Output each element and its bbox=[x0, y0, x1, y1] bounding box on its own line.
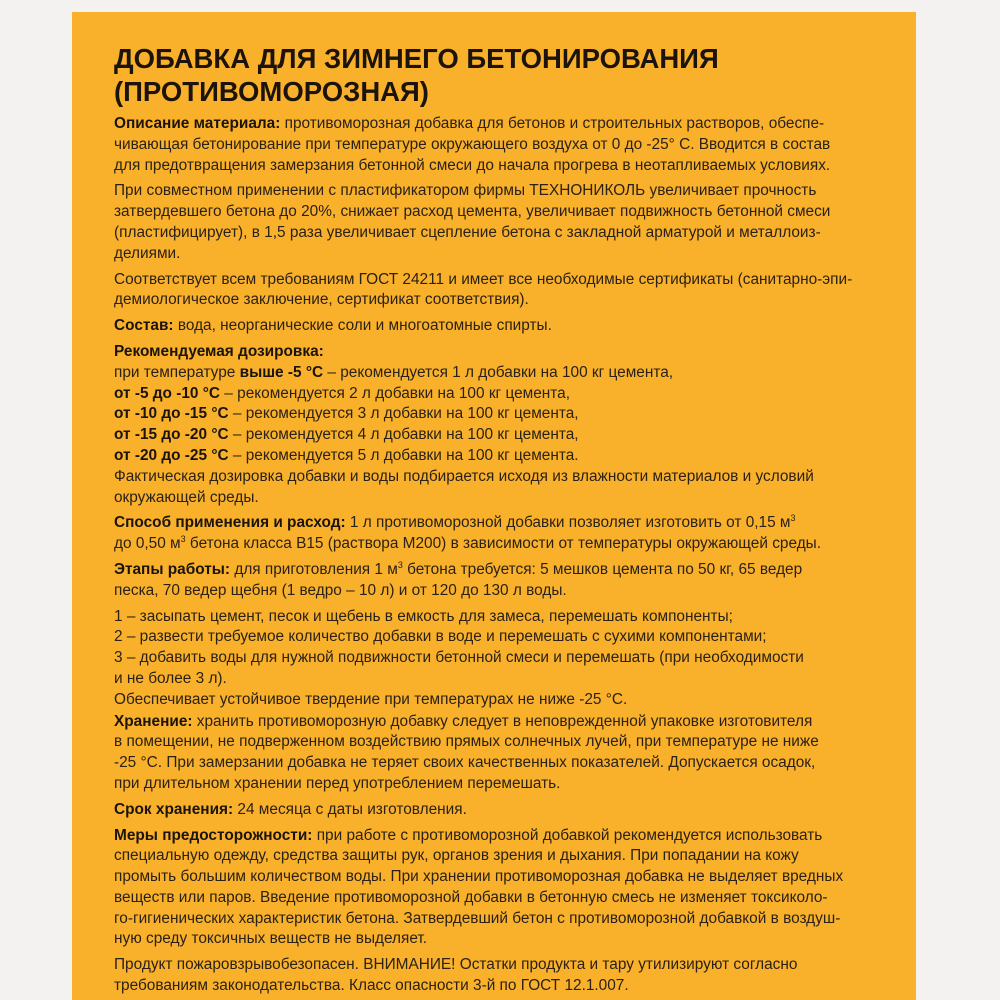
dosage-row bbox=[114, 384, 886, 405]
step-item: 3 – добавить воды для нужной подвижности бетонной смеси и перемешать (при необходимости bbox=[114, 649, 804, 667]
plasticizer-section bbox=[114, 181, 886, 264]
application-heading: Способ применения и расход: bbox=[114, 514, 346, 532]
compliance-section bbox=[114, 270, 886, 312]
dosage-temperature: от -5 до -10 °С bbox=[114, 384, 221, 402]
composition-heading: Состав: bbox=[114, 317, 174, 335]
steps-section bbox=[114, 607, 886, 711]
superscript: 3 bbox=[397, 559, 403, 570]
dosage-text: – рекомендуется 4 л добавки на 100 кг цемента, bbox=[228, 426, 579, 444]
dosage-text: – рекомендуется 5 л добавки на 100 кг цемента. bbox=[228, 446, 579, 464]
safety-text: требованиям законодательства. Класс опасности 3-й по ГОСТ 12.1.007. bbox=[114, 977, 629, 995]
description-text: для предотвращения замерзания бетонной смеси до начала прогрева в неотапливаемых условиях. bbox=[114, 156, 831, 174]
application-text: бетона класса В15 (раствора М200) в зависимости от температуры окружающей среды. bbox=[185, 535, 822, 553]
compliance-text: демиологическое заключение, сертификат соответствия). bbox=[114, 291, 529, 309]
safety-text: Продукт пожаровзрывобезопасен. ВНИМАНИЕ! Остатки продукта и тару утилизируют согласно bbox=[114, 956, 798, 974]
dosage-temperature: от -20 до -25 °С bbox=[114, 446, 229, 464]
dosage-note: окружающей среды. bbox=[114, 488, 259, 506]
dosage-text: – рекомендуется 1 л добавки на 100 кг цемента, bbox=[323, 363, 674, 381]
precautions-text: промыть большим количеством воды. При хранении противоморозная добавка не выделяет вредных bbox=[114, 868, 844, 886]
dosage-note: Фактическая дозировка добавки и воды подбирается исходя из влажности материалов и условий bbox=[114, 467, 814, 485]
dosage-row bbox=[114, 425, 886, 446]
dosage-text: – рекомендуется 3 л добавки на 100 кг цемента, bbox=[228, 405, 579, 423]
shelf-life-heading: Срок хранения: bbox=[114, 800, 234, 818]
dosage-temperature: от -15 до -20 °С bbox=[114, 426, 229, 444]
precautions-text: ную среду токсичных веществ не выделяет. bbox=[114, 930, 428, 948]
stages-text: бетона требуется: 5 мешков цемента по 50 кг, 65 ведер bbox=[402, 560, 803, 578]
plasticizer-text: затвердевшего бетона до 20%, снижает расход цемента, увеличивает подвижность бетонной смеси bbox=[114, 203, 831, 221]
application-section bbox=[114, 513, 886, 555]
dosage-text: – рекомендуется 2 л добавки на 100 кг цемента, bbox=[220, 384, 571, 402]
shelf-life-section bbox=[114, 800, 886, 821]
stages-section bbox=[114, 560, 886, 602]
storage-text: в помещении, не подверженном воздействию прямых солнечных лучей, при температуре не ниже bbox=[114, 733, 819, 751]
description-heading: Описание материала: bbox=[114, 115, 281, 132]
composition-section bbox=[114, 316, 886, 337]
hardening-note: Обеспечивает устойчивое твердение при температурах не ниже -25 °С. bbox=[114, 690, 628, 708]
dosage-temperature: выше -5 °С bbox=[239, 363, 324, 381]
description-text: чивающая бетонирование при температуре окружающего воздуха от 0 до -25° С. Вводится в состав bbox=[114, 135, 831, 153]
stages-text: песка, 70 ведер щебня (1 ведро – 10 л) и от 120 до 130 л воды. bbox=[114, 581, 567, 599]
dosage-temperature: от -10 до -15 °С bbox=[114, 405, 229, 423]
product-title bbox=[114, 42, 886, 108]
dosage-section bbox=[114, 342, 886, 508]
description-section bbox=[114, 114, 886, 176]
dosage-heading: Рекомендуемая дозировка: bbox=[114, 342, 324, 360]
product-label-panel bbox=[72, 12, 916, 1000]
application-text: 1 л противоморозной добавки позволяет изготовить от 0,15 м bbox=[345, 514, 791, 532]
stages-heading: Этапы работы: bbox=[114, 560, 231, 578]
dosage-row bbox=[114, 446, 886, 467]
superscript: 3 bbox=[180, 534, 186, 545]
shelf-life-text: 24 месяца с даты изготовления. bbox=[233, 800, 467, 818]
precautions-text: специальную одежду, средства защиты рук, органов зрения и дыхания. При попадании на кожу bbox=[114, 847, 799, 865]
title-line-1: ДОБАВКА ДЛЯ ЗИМНЕГО БЕТОНИРОВАНИЯ bbox=[114, 43, 719, 74]
dosage-row bbox=[114, 363, 886, 384]
composition-text: вода, неорганические соли и многоатомные спирты. bbox=[173, 317, 552, 335]
precautions-text: веществ или паров. Введение противоморозной добавки в бетонную смесь не изменяет токсиколо- bbox=[114, 888, 828, 906]
step-item: 2 – развести требуемое количество добавки в воде и перемешать с сухими компонентами; bbox=[114, 628, 767, 646]
storage-text: хранить противоморозную добавку следует в неповрежденной упаковке изготовителя bbox=[192, 712, 813, 730]
description-text: противоморозная добавка для бетонов и строительных растворов, обеспе- bbox=[280, 115, 825, 132]
stages-text: для приготовления 1 м bbox=[230, 560, 398, 578]
title-line-2: (ПРОТИВОМОРОЗНАЯ) bbox=[114, 76, 429, 107]
application-text: до 0,50 м bbox=[114, 535, 181, 553]
step-item: и не более 3 л). bbox=[114, 669, 227, 687]
precautions-section bbox=[114, 826, 886, 951]
plasticizer-text: При совместном применении с пластификатором фирмы ТЕХНОНИКОЛЬ увеличивает прочность bbox=[114, 182, 817, 200]
safety-section bbox=[114, 955, 886, 997]
precautions-text: го-гигиенических характеристик бетона. Затвердевший бетон с противоморозной добавкой в воздуш- bbox=[114, 909, 841, 927]
storage-text: -25 °С. При замерзании добавка не теряет своих качественных показателей. Допускается осадок, bbox=[114, 754, 816, 772]
dosage-row bbox=[114, 404, 886, 425]
step-item: 1 – засыпать цемент, песок и щебень в емкость для замеса, перемешать компоненты; bbox=[114, 607, 733, 625]
compliance-text: Соответствует всем требованиям ГОСТ 24211 и имеет все необходимые сертификаты (санитарно-эпи- bbox=[114, 270, 853, 288]
dosage-text: при температуре bbox=[114, 363, 240, 381]
precautions-text: при работе с противоморозной добавкой рекомендуется использовать bbox=[312, 826, 823, 844]
plasticizer-text: (пластифицирует), в 1,5 раза увеличивает сцепление бетона с закладной арматурой и металлоиз- bbox=[114, 223, 821, 241]
storage-section bbox=[114, 712, 886, 795]
plasticizer-text: делиями. bbox=[114, 244, 181, 262]
superscript: 3 bbox=[790, 513, 796, 524]
storage-heading: Хранение: bbox=[114, 712, 193, 730]
precautions-heading: Меры предосторожности: bbox=[114, 826, 313, 844]
storage-text: при длительном хранении перед употреблением перемешать. bbox=[114, 774, 561, 792]
